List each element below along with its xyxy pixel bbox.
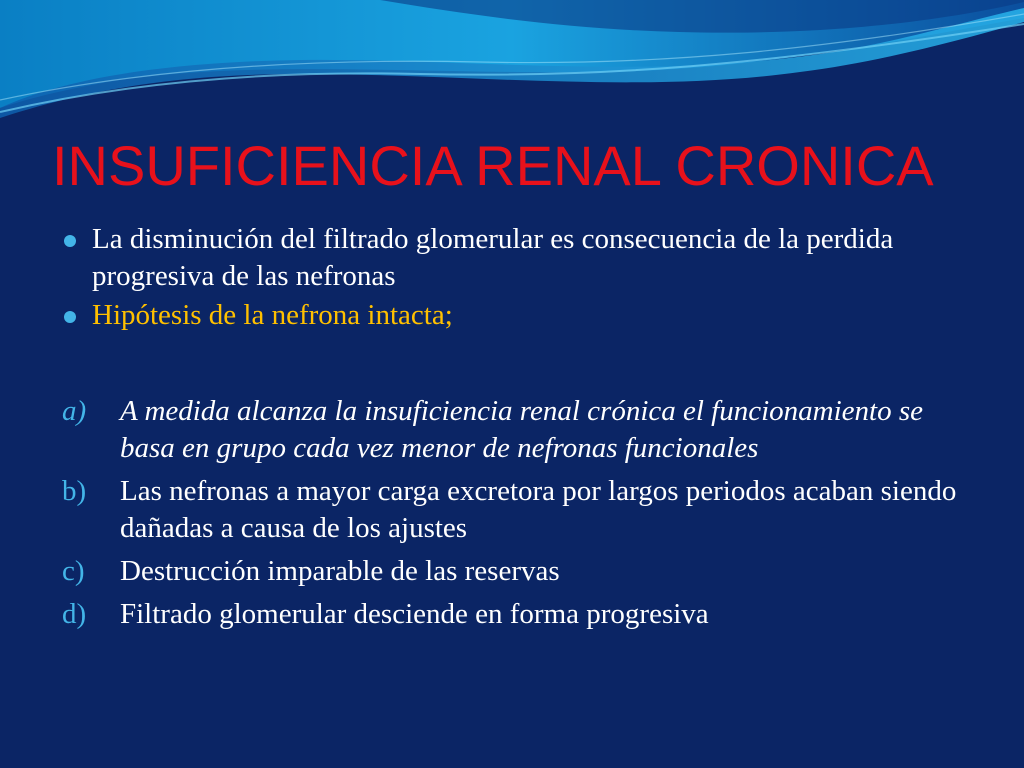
bullet-item [62, 221, 962, 295]
bullet-item-highlight [62, 297, 962, 334]
list-marker: a) [62, 395, 87, 427]
list-item [62, 473, 962, 547]
list-item [62, 393, 962, 467]
bullet-text: La disminución del filtrado glomerular es consecuencia de la perdida progresiva de las nefronas [92, 223, 894, 292]
slide-title: INSUFICIENCIA RENAL CRONICA [52, 134, 934, 197]
list-text: A medida alcanza la insuficiencia renal crónica el funcionamiento se basa en grupo cada vez menor de nefronas funcionales [120, 395, 923, 464]
wave-header-decoration [0, 0, 1024, 120]
list-text: Filtrado glomerular desciende en forma progresiva [120, 598, 709, 630]
list-marker: c) [62, 555, 85, 587]
list-marker: b) [62, 475, 87, 507]
lettered-list [62, 393, 962, 639]
bullet-dot-icon [64, 311, 76, 323]
bullet-text: Hipótesis de la nefrona intacta; [92, 299, 453, 331]
list-text: Destrucción imparable de las reservas [120, 555, 560, 587]
list-item [62, 553, 962, 590]
list-item [62, 596, 962, 633]
bullet-list [62, 221, 962, 334]
bullet-dot-icon [64, 235, 76, 247]
list-text: Las nefronas a mayor carga excretora por largos periodos acaban siendo dañadas a causa de los ajustes [120, 475, 957, 544]
list-marker: d) [62, 598, 87, 630]
